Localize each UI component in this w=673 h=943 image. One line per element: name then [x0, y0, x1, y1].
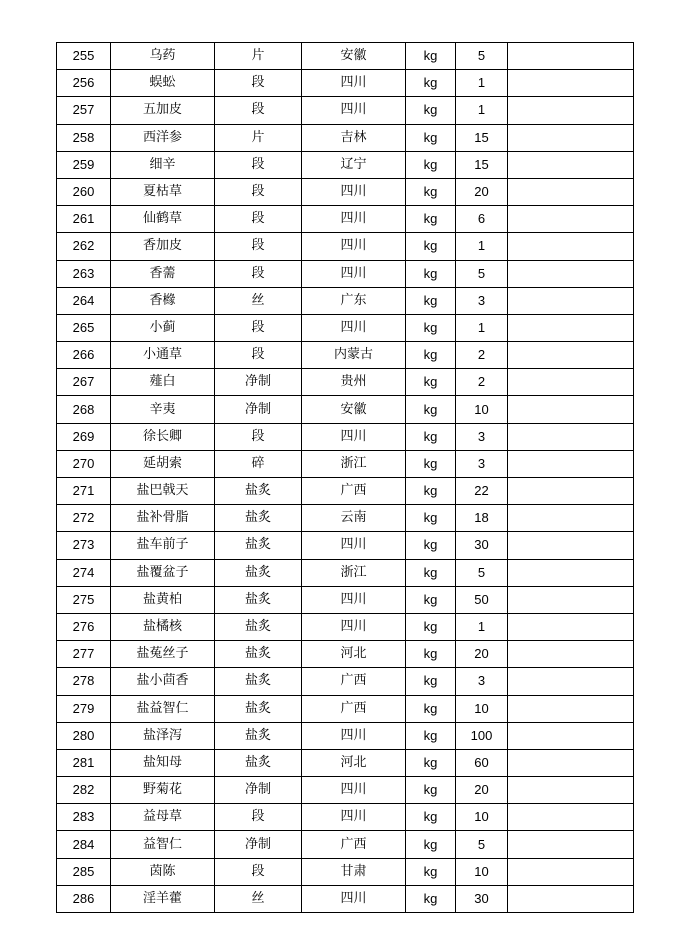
- processing-spec-cell: 盐炙: [215, 505, 302, 532]
- origin-cell: 四川: [302, 206, 406, 233]
- quantity-cell: 5: [456, 831, 508, 858]
- unit-cell: kg: [406, 43, 456, 70]
- origin-cell: 甘肃: [302, 858, 406, 885]
- row-number-cell: 271: [57, 478, 111, 505]
- herb-name-cell: 盐补骨脂: [111, 505, 215, 532]
- quantity-cell: 60: [456, 749, 508, 776]
- unit-cell: kg: [406, 641, 456, 668]
- unit-cell: kg: [406, 124, 456, 151]
- herb-name-cell: 薤白: [111, 369, 215, 396]
- quantity-cell: 15: [456, 124, 508, 151]
- remark-cell: [508, 831, 634, 858]
- origin-cell: 四川: [302, 260, 406, 287]
- quantity-cell: 20: [456, 641, 508, 668]
- herb-name-cell: 细辛: [111, 151, 215, 178]
- unit-cell: kg: [406, 532, 456, 559]
- herb-name-cell: 蜈蚣: [111, 70, 215, 97]
- remark-cell: [508, 885, 634, 912]
- row-number-cell: 270: [57, 450, 111, 477]
- origin-cell: 广西: [302, 668, 406, 695]
- origin-cell: 河北: [302, 749, 406, 776]
- table-row: [57, 641, 634, 668]
- row-number-cell: 283: [57, 804, 111, 831]
- row-number-cell: 277: [57, 641, 111, 668]
- herb-name-cell: 盐车前子: [111, 532, 215, 559]
- remark-cell: [508, 342, 634, 369]
- origin-cell: 广西: [302, 695, 406, 722]
- row-number-cell: 273: [57, 532, 111, 559]
- origin-cell: 浙江: [302, 450, 406, 477]
- unit-cell: kg: [406, 206, 456, 233]
- table-row: [57, 233, 634, 260]
- table-row: [57, 151, 634, 178]
- remark-cell: [508, 233, 634, 260]
- remark-cell: [508, 559, 634, 586]
- unit-cell: kg: [406, 151, 456, 178]
- processing-spec-cell: 段: [215, 260, 302, 287]
- row-number-cell: 275: [57, 586, 111, 613]
- table-row: [57, 858, 634, 885]
- table-row: [57, 206, 634, 233]
- processing-spec-cell: 净制: [215, 831, 302, 858]
- origin-cell: 贵州: [302, 369, 406, 396]
- quantity-cell: 3: [456, 287, 508, 314]
- remark-cell: [508, 43, 634, 70]
- quantity-cell: 1: [456, 97, 508, 124]
- table-row: [57, 97, 634, 124]
- processing-spec-cell: 段: [215, 97, 302, 124]
- quantity-cell: 3: [456, 423, 508, 450]
- unit-cell: kg: [406, 478, 456, 505]
- row-number-cell: 259: [57, 151, 111, 178]
- unit-cell: kg: [406, 97, 456, 124]
- quantity-cell: 20: [456, 777, 508, 804]
- remark-cell: [508, 749, 634, 776]
- quantity-cell: 22: [456, 478, 508, 505]
- row-number-cell: 282: [57, 777, 111, 804]
- table-row: [57, 749, 634, 776]
- unit-cell: kg: [406, 369, 456, 396]
- remark-cell: [508, 668, 634, 695]
- origin-cell: 广西: [302, 478, 406, 505]
- origin-cell: 广西: [302, 831, 406, 858]
- table-row: [57, 586, 634, 613]
- herb-name-cell: 徐长卿: [111, 423, 215, 450]
- quantity-cell: 30: [456, 885, 508, 912]
- origin-cell: 广东: [302, 287, 406, 314]
- quantity-cell: 1: [456, 70, 508, 97]
- origin-cell: 四川: [302, 885, 406, 912]
- processing-spec-cell: 段: [215, 151, 302, 178]
- unit-cell: kg: [406, 396, 456, 423]
- herb-name-cell: 盐知母: [111, 749, 215, 776]
- quantity-cell: 5: [456, 559, 508, 586]
- quantity-cell: 2: [456, 342, 508, 369]
- processing-spec-cell: 丝: [215, 287, 302, 314]
- table-row: [57, 777, 634, 804]
- herb-name-cell: 小通草: [111, 342, 215, 369]
- processing-spec-cell: 盐炙: [215, 641, 302, 668]
- unit-cell: kg: [406, 505, 456, 532]
- origin-cell: 浙江: [302, 559, 406, 586]
- origin-cell: 四川: [302, 423, 406, 450]
- herb-name-cell: 益智仁: [111, 831, 215, 858]
- row-number-cell: 262: [57, 233, 111, 260]
- remark-cell: [508, 70, 634, 97]
- remark-cell: [508, 641, 634, 668]
- processing-spec-cell: 净制: [215, 396, 302, 423]
- row-number-cell: 269: [57, 423, 111, 450]
- processing-spec-cell: 盐炙: [215, 478, 302, 505]
- remark-cell: [508, 478, 634, 505]
- herb-name-cell: 延胡索: [111, 450, 215, 477]
- origin-cell: 四川: [302, 178, 406, 205]
- table-row: [57, 804, 634, 831]
- table-row: [57, 695, 634, 722]
- origin-cell: 四川: [302, 586, 406, 613]
- herb-list-table: [56, 42, 634, 913]
- quantity-cell: 20: [456, 178, 508, 205]
- remark-cell: [508, 260, 634, 287]
- quantity-cell: 1: [456, 613, 508, 640]
- remark-cell: [508, 722, 634, 749]
- row-number-cell: 272: [57, 505, 111, 532]
- origin-cell: 安徽: [302, 396, 406, 423]
- row-number-cell: 265: [57, 314, 111, 341]
- remark-cell: [508, 613, 634, 640]
- herb-name-cell: 香薷: [111, 260, 215, 287]
- origin-cell: 四川: [302, 804, 406, 831]
- processing-spec-cell: 片: [215, 43, 302, 70]
- herb-name-cell: 夏枯草: [111, 178, 215, 205]
- origin-cell: 四川: [302, 233, 406, 260]
- row-number-cell: 264: [57, 287, 111, 314]
- quantity-cell: 50: [456, 586, 508, 613]
- row-number-cell: 281: [57, 749, 111, 776]
- quantity-cell: 100: [456, 722, 508, 749]
- unit-cell: kg: [406, 749, 456, 776]
- unit-cell: kg: [406, 885, 456, 912]
- remark-cell: [508, 450, 634, 477]
- unit-cell: kg: [406, 722, 456, 749]
- processing-spec-cell: 段: [215, 423, 302, 450]
- table-row: [57, 613, 634, 640]
- unit-cell: kg: [406, 260, 456, 287]
- origin-cell: 吉林: [302, 124, 406, 151]
- unit-cell: kg: [406, 287, 456, 314]
- table-row: [57, 831, 634, 858]
- processing-spec-cell: 盐炙: [215, 668, 302, 695]
- unit-cell: kg: [406, 233, 456, 260]
- origin-cell: 河北: [302, 641, 406, 668]
- row-number-cell: 263: [57, 260, 111, 287]
- remark-cell: [508, 804, 634, 831]
- remark-cell: [508, 124, 634, 151]
- row-number-cell: 260: [57, 178, 111, 205]
- row-number-cell: 274: [57, 559, 111, 586]
- table-row: [57, 450, 634, 477]
- herb-name-cell: 盐益智仁: [111, 695, 215, 722]
- processing-spec-cell: 段: [215, 804, 302, 831]
- herb-name-cell: 淫羊藿: [111, 885, 215, 912]
- quantity-cell: 5: [456, 260, 508, 287]
- row-number-cell: 261: [57, 206, 111, 233]
- remark-cell: [508, 151, 634, 178]
- remark-cell: [508, 532, 634, 559]
- table-row: [57, 396, 634, 423]
- table-row: [57, 478, 634, 505]
- row-number-cell: 268: [57, 396, 111, 423]
- table-row: [57, 559, 634, 586]
- processing-spec-cell: 净制: [215, 777, 302, 804]
- table-row: [57, 124, 634, 151]
- processing-spec-cell: 段: [215, 342, 302, 369]
- table-row: [57, 287, 634, 314]
- origin-cell: 内蒙古: [302, 342, 406, 369]
- origin-cell: 四川: [302, 722, 406, 749]
- quantity-cell: 6: [456, 206, 508, 233]
- row-number-cell: 255: [57, 43, 111, 70]
- herb-name-cell: 盐泽泻: [111, 722, 215, 749]
- unit-cell: kg: [406, 668, 456, 695]
- processing-spec-cell: 盐炙: [215, 559, 302, 586]
- quantity-cell: 10: [456, 858, 508, 885]
- herb-name-cell: 辛夷: [111, 396, 215, 423]
- herb-name-cell: 盐小茴香: [111, 668, 215, 695]
- remark-cell: [508, 695, 634, 722]
- row-number-cell: 258: [57, 124, 111, 151]
- quantity-cell: 5: [456, 43, 508, 70]
- herb-name-cell: 盐菟丝子: [111, 641, 215, 668]
- herb-name-cell: 盐橘核: [111, 613, 215, 640]
- row-number-cell: 280: [57, 722, 111, 749]
- herb-name-cell: 茵陈: [111, 858, 215, 885]
- unit-cell: kg: [406, 450, 456, 477]
- origin-cell: 辽宁: [302, 151, 406, 178]
- herb-name-cell: 小蓟: [111, 314, 215, 341]
- processing-spec-cell: 段: [215, 206, 302, 233]
- table-row: [57, 70, 634, 97]
- quantity-cell: 3: [456, 668, 508, 695]
- origin-cell: 四川: [302, 97, 406, 124]
- table-row: [57, 423, 634, 450]
- origin-cell: 四川: [302, 314, 406, 341]
- row-number-cell: 256: [57, 70, 111, 97]
- herb-name-cell: 西洋参: [111, 124, 215, 151]
- row-number-cell: 267: [57, 369, 111, 396]
- remark-cell: [508, 97, 634, 124]
- remark-cell: [508, 858, 634, 885]
- processing-spec-cell: 段: [215, 178, 302, 205]
- remark-cell: [508, 396, 634, 423]
- row-number-cell: 284: [57, 831, 111, 858]
- unit-cell: kg: [406, 70, 456, 97]
- processing-spec-cell: 片: [215, 124, 302, 151]
- unit-cell: kg: [406, 178, 456, 205]
- processing-spec-cell: 净制: [215, 369, 302, 396]
- remark-cell: [508, 178, 634, 205]
- row-number-cell: 266: [57, 342, 111, 369]
- processing-spec-cell: 盐炙: [215, 586, 302, 613]
- herb-name-cell: 仙鹤草: [111, 206, 215, 233]
- table-row: [57, 885, 634, 912]
- table-row: [57, 260, 634, 287]
- processing-spec-cell: 段: [215, 70, 302, 97]
- herb-name-cell: 五加皮: [111, 97, 215, 124]
- remark-cell: [508, 287, 634, 314]
- row-number-cell: 286: [57, 885, 111, 912]
- unit-cell: kg: [406, 342, 456, 369]
- herb-name-cell: 盐黄柏: [111, 586, 215, 613]
- unit-cell: kg: [406, 777, 456, 804]
- table-row: [57, 314, 634, 341]
- table-row: [57, 178, 634, 205]
- remark-cell: [508, 314, 634, 341]
- origin-cell: 四川: [302, 70, 406, 97]
- unit-cell: kg: [406, 423, 456, 450]
- processing-spec-cell: 段: [215, 314, 302, 341]
- remark-cell: [508, 369, 634, 396]
- unit-cell: kg: [406, 858, 456, 885]
- row-number-cell: 276: [57, 613, 111, 640]
- herb-name-cell: 益母草: [111, 804, 215, 831]
- origin-cell: 四川: [302, 777, 406, 804]
- remark-cell: [508, 777, 634, 804]
- origin-cell: 安徽: [302, 43, 406, 70]
- remark-cell: [508, 206, 634, 233]
- table-row: [57, 505, 634, 532]
- quantity-cell: 10: [456, 396, 508, 423]
- unit-cell: kg: [406, 831, 456, 858]
- unit-cell: kg: [406, 804, 456, 831]
- herb-list-body: [57, 43, 634, 913]
- quantity-cell: 3: [456, 450, 508, 477]
- table-row: [57, 532, 634, 559]
- quantity-cell: 10: [456, 804, 508, 831]
- processing-spec-cell: 丝: [215, 885, 302, 912]
- row-number-cell: 279: [57, 695, 111, 722]
- remark-cell: [508, 423, 634, 450]
- unit-cell: kg: [406, 314, 456, 341]
- unit-cell: kg: [406, 613, 456, 640]
- origin-cell: 云南: [302, 505, 406, 532]
- herb-name-cell: 乌药: [111, 43, 215, 70]
- row-number-cell: 278: [57, 668, 111, 695]
- table-row: [57, 342, 634, 369]
- herb-name-cell: 野菊花: [111, 777, 215, 804]
- origin-cell: 四川: [302, 532, 406, 559]
- processing-spec-cell: 段: [215, 233, 302, 260]
- remark-cell: [508, 586, 634, 613]
- quantity-cell: 1: [456, 314, 508, 341]
- herb-name-cell: 盐覆盆子: [111, 559, 215, 586]
- row-number-cell: 257: [57, 97, 111, 124]
- processing-spec-cell: 盐炙: [215, 532, 302, 559]
- row-number-cell: 285: [57, 858, 111, 885]
- quantity-cell: 2: [456, 369, 508, 396]
- herb-name-cell: 香橼: [111, 287, 215, 314]
- table-row: [57, 722, 634, 749]
- unit-cell: kg: [406, 559, 456, 586]
- quantity-cell: 10: [456, 695, 508, 722]
- herb-name-cell: 盐巴戟天: [111, 478, 215, 505]
- quantity-cell: 30: [456, 532, 508, 559]
- table-row: [57, 43, 634, 70]
- processing-spec-cell: 盐炙: [215, 749, 302, 776]
- origin-cell: 四川: [302, 613, 406, 640]
- unit-cell: kg: [406, 586, 456, 613]
- processing-spec-cell: 段: [215, 858, 302, 885]
- quantity-cell: 1: [456, 233, 508, 260]
- quantity-cell: 18: [456, 505, 508, 532]
- processing-spec-cell: 碎: [215, 450, 302, 477]
- processing-spec-cell: 盐炙: [215, 613, 302, 640]
- remark-cell: [508, 505, 634, 532]
- processing-spec-cell: 盐炙: [215, 722, 302, 749]
- table-row: [57, 668, 634, 695]
- herb-name-cell: 香加皮: [111, 233, 215, 260]
- unit-cell: kg: [406, 695, 456, 722]
- processing-spec-cell: 盐炙: [215, 695, 302, 722]
- quantity-cell: 15: [456, 151, 508, 178]
- table-row: [57, 369, 634, 396]
